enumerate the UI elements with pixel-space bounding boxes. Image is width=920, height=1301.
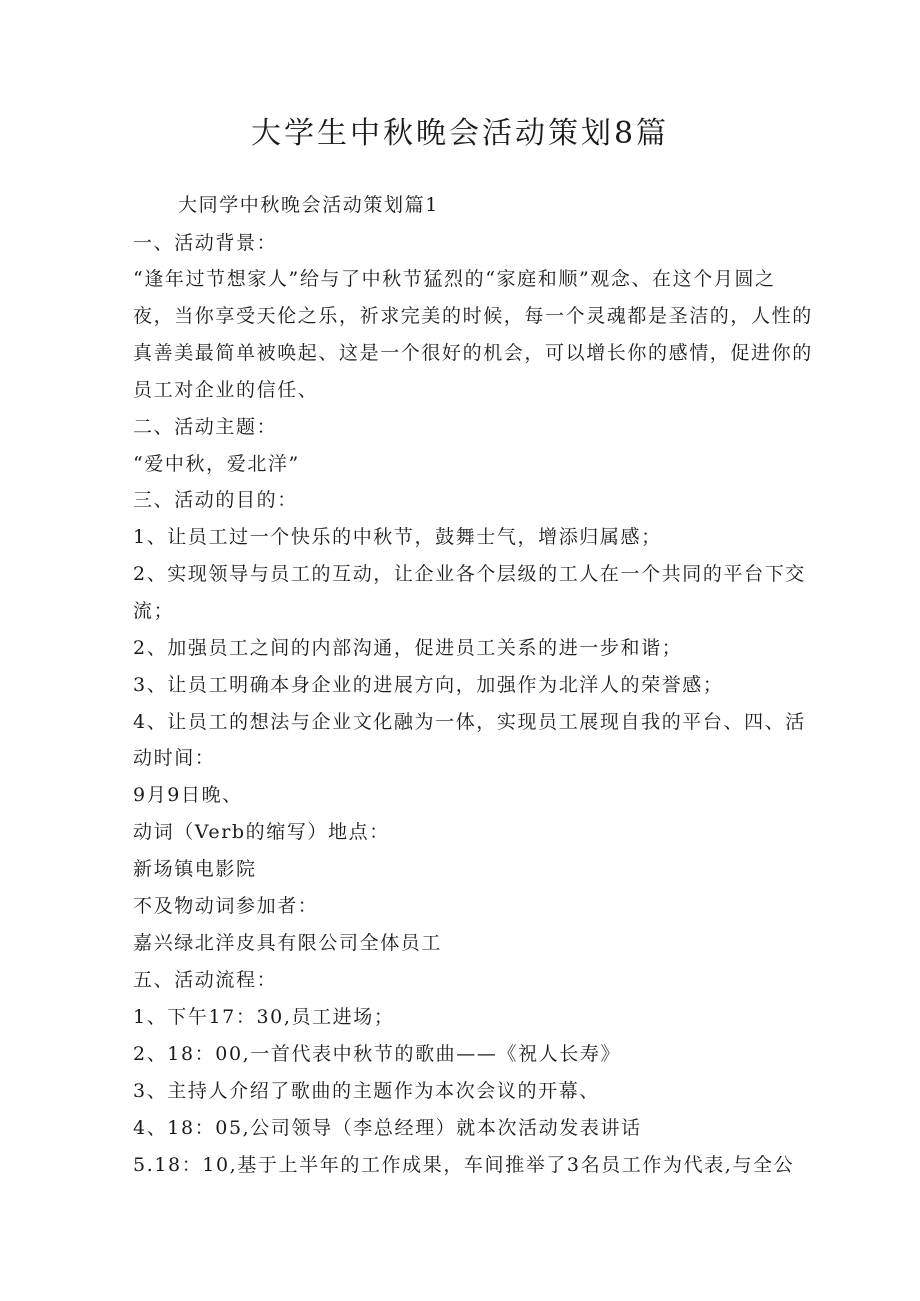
list-item: 2、18：00,一首代表中秋节的歌曲——《祝人长寿》 [133,1043,622,1065]
heading-theme: 二、活动主题： [133,416,278,438]
heading-background: 一、活动背景： [133,232,278,254]
heading-process: 五、活动流程： [133,969,278,991]
body-line: 员工对企业的信任、 [133,379,319,401]
list-item: 4、让员工的想法与企业文化融为一体，实现员工展现自我的平台、四、活 [133,711,806,733]
body-line: 夜，当你享受天伦之乐，祈求完美的时候，每一个灵魂都是圣洁的，人性的 [133,305,813,327]
body-line: 新场镇电影院 [133,858,257,880]
body-line: 动时间： [133,747,216,769]
list-item: 5.18：10,基于上半年的工作成果，车间推举了3名员工作为代表,与全公 [133,1154,795,1176]
body-line: 真善美最简单被唤起、这是一个很好的机会，可以增长你的感情，促进你的 [133,342,813,364]
body-line: “爱中秋，爱北洋” [133,453,300,475]
body-line: 嘉兴绿北洋皮具有限公司全体员工 [133,932,443,954]
document-title: 大学生中秋晚会活动策划8篇 [250,116,670,151]
heading-location: 动词（Verb的缩写）地点： [133,821,390,843]
body-line: “逢年过节想家人”给与了中秋节猛烈的“家庭和顺”观念、在这个月圆之 [133,268,776,290]
list-item: 4、18：05,公司领导（李总经理）就本次活动发表讲话 [133,1117,642,1139]
section-subtitle: 大同学中秋晚会活动策划篇1 [178,194,439,216]
body-line: 流； [133,600,175,622]
list-item: 1、让员工过一个快乐的中秋节，鼓舞士气，增添归属感； [133,526,662,548]
list-item: 2、加强员工之间的内部沟通，促进员工关系的进一步和谐； [133,637,683,659]
list-item: 1、下午17：30,员工进场； [133,1006,395,1028]
body-line: 9月9日晚、 [133,784,243,806]
list-item: 3、让员工明确本身企业的进展方向，加强作为北洋人的荣誉感； [133,674,724,696]
list-item: 3、主持人介绍了歌曲的主题作为本次会议的开幕、 [133,1080,600,1102]
heading-participants: 不及物动词参加者： [133,895,319,917]
heading-purpose: 三、活动的目的： [133,489,298,511]
list-item: 2、实现领导与员工的互动，让企业各个层级的工人在一个共同的平台下交 [133,563,806,585]
